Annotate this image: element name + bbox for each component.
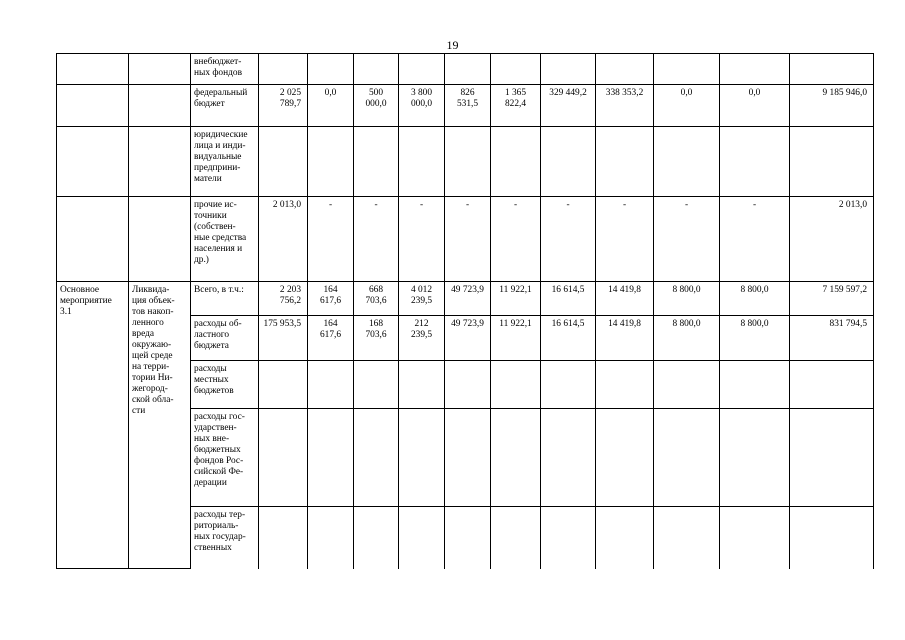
value-cell: 2 013,0 <box>259 197 308 282</box>
value-cell <box>541 127 596 197</box>
value-cell <box>445 409 491 507</box>
value-cell: - <box>491 197 541 282</box>
value-cell <box>308 54 354 85</box>
value-cell: 8 800,0 <box>654 316 720 361</box>
value-cell <box>491 127 541 197</box>
value-cell <box>790 127 874 197</box>
value-cell <box>654 361 720 409</box>
value-cell <box>491 507 541 569</box>
funding-source-label: расходы гос- ударствен- ных вне- бюджетных фондов Рос- сийской Фе- дерации <box>191 409 259 507</box>
value-cell <box>790 54 874 85</box>
budget-table <box>56 53 874 569</box>
value-cell: 329 449,2 <box>541 85 596 127</box>
value-cell: - <box>654 197 720 282</box>
value-cell <box>654 127 720 197</box>
value-cell <box>654 409 720 507</box>
value-cell <box>654 507 720 569</box>
value-cell <box>720 409 790 507</box>
empty-code-cell <box>57 54 129 85</box>
value-cell <box>445 54 491 85</box>
value-cell <box>596 127 654 197</box>
value-cell <box>720 361 790 409</box>
empty-name-cell <box>129 54 191 85</box>
value-cell <box>654 54 720 85</box>
value-cell <box>399 409 445 507</box>
value-cell <box>399 361 445 409</box>
value-cell: 2 203 756,2 <box>259 282 308 316</box>
value-cell <box>354 127 399 197</box>
value-cell <box>596 54 654 85</box>
value-cell: 9 185 946,0 <box>790 85 874 127</box>
table-body <box>57 54 874 569</box>
value-cell: 175 953,5 <box>259 316 308 361</box>
funding-source-label: юридические лица и инди- видуальные предприни- матели <box>191 127 259 197</box>
value-cell: - <box>541 197 596 282</box>
value-cell: 168 703,6 <box>354 316 399 361</box>
value-cell <box>354 54 399 85</box>
value-cell: 14 419,8 <box>596 282 654 316</box>
value-cell <box>308 361 354 409</box>
value-cell: 3 800 000,0 <box>399 85 445 127</box>
value-cell <box>541 361 596 409</box>
value-cell: - <box>354 197 399 282</box>
value-cell: 8 800,0 <box>720 316 790 361</box>
value-cell <box>308 507 354 569</box>
funding-source-label: расходы об- ластного бюджета <box>191 316 259 361</box>
value-cell <box>259 127 308 197</box>
value-cell <box>541 409 596 507</box>
value-cell <box>541 54 596 85</box>
value-cell: 831 794,5 <box>790 316 874 361</box>
value-cell <box>308 409 354 507</box>
value-cell: 164 617,6 <box>308 282 354 316</box>
value-cell <box>445 361 491 409</box>
funding-source-label: федеральный бюджет <box>191 85 259 127</box>
measure-code: Основное мероприятие 3.1 <box>57 282 129 569</box>
value-cell <box>445 127 491 197</box>
page-number: 19 <box>446 38 459 52</box>
funding-source-label: внебюджет- ных фондов <box>191 54 259 85</box>
value-cell <box>790 409 874 507</box>
value-cell: 212 239,5 <box>399 316 445 361</box>
value-cell <box>596 361 654 409</box>
table-row <box>57 54 874 85</box>
value-cell: - <box>308 197 354 282</box>
value-cell <box>790 361 874 409</box>
funding-source-label: расходы тер- риториаль- ных государ- ственных <box>191 507 259 569</box>
value-cell <box>720 54 790 85</box>
empty-name-cell <box>129 197 191 282</box>
funding-source-label: расходы местных бюджетов <box>191 361 259 409</box>
value-cell: 668 703,6 <box>354 282 399 316</box>
value-cell: 4 012 239,5 <box>399 282 445 316</box>
value-cell: - <box>399 197 445 282</box>
value-cell <box>541 507 596 569</box>
value-cell <box>354 507 399 569</box>
value-cell: 0,0 <box>654 85 720 127</box>
value-cell <box>259 507 308 569</box>
value-cell: - <box>596 197 654 282</box>
value-cell: 14 419,8 <box>596 316 654 361</box>
value-cell <box>790 507 874 569</box>
funding-source-label: прочие ис- точники (собствен- ные средства населения и др.) <box>191 197 259 282</box>
value-cell: 2 025 789,7 <box>259 85 308 127</box>
measure-name: Ликвида- ция объек- тов накоп- ленного вреда окружаю- щей среде на терри- тории Ни- жегород- ской обла- сти <box>129 282 191 569</box>
value-cell: 338 353,2 <box>596 85 654 127</box>
value-cell <box>445 507 491 569</box>
value-cell: 8 800,0 <box>654 282 720 316</box>
value-cell <box>399 54 445 85</box>
table-row <box>57 197 874 282</box>
value-cell: - <box>445 197 491 282</box>
value-cell: 11 922,1 <box>491 282 541 316</box>
value-cell: 826 531,5 <box>445 85 491 127</box>
table-row <box>57 127 874 197</box>
value-cell: 49 723,9 <box>445 316 491 361</box>
value-cell <box>491 409 541 507</box>
value-cell <box>596 507 654 569</box>
value-cell <box>308 127 354 197</box>
empty-name-cell <box>129 85 191 127</box>
value-cell: 1 365 822,4 <box>491 85 541 127</box>
empty-code-cell <box>57 127 129 197</box>
empty-code-cell <box>57 197 129 282</box>
value-cell: 0,0 <box>720 85 790 127</box>
value-cell <box>354 409 399 507</box>
funding-source-label: Всего, в т.ч.: <box>191 282 259 316</box>
value-cell: 7 159 597,2 <box>790 282 874 316</box>
value-cell: 11 922,1 <box>491 316 541 361</box>
empty-name-cell <box>129 127 191 197</box>
value-cell: 2 013,0 <box>790 197 874 282</box>
value-cell: 16 614,5 <box>541 316 596 361</box>
value-cell <box>354 361 399 409</box>
value-cell <box>259 409 308 507</box>
value-cell: 0,0 <box>308 85 354 127</box>
value-cell <box>720 127 790 197</box>
empty-code-cell <box>57 85 129 127</box>
value-cell <box>596 409 654 507</box>
value-cell <box>720 507 790 569</box>
table-row <box>57 282 874 316</box>
value-cell: 49 723,9 <box>445 282 491 316</box>
value-cell: 164 617,6 <box>308 316 354 361</box>
table-row <box>57 85 874 127</box>
value-cell <box>491 54 541 85</box>
value-cell: 16 614,5 <box>541 282 596 316</box>
value-cell <box>399 507 445 569</box>
value-cell <box>399 127 445 197</box>
value-cell: 500 000,0 <box>354 85 399 127</box>
value-cell: 8 800,0 <box>720 282 790 316</box>
value-cell: - <box>720 197 790 282</box>
value-cell <box>491 361 541 409</box>
value-cell <box>259 361 308 409</box>
value-cell <box>259 54 308 85</box>
